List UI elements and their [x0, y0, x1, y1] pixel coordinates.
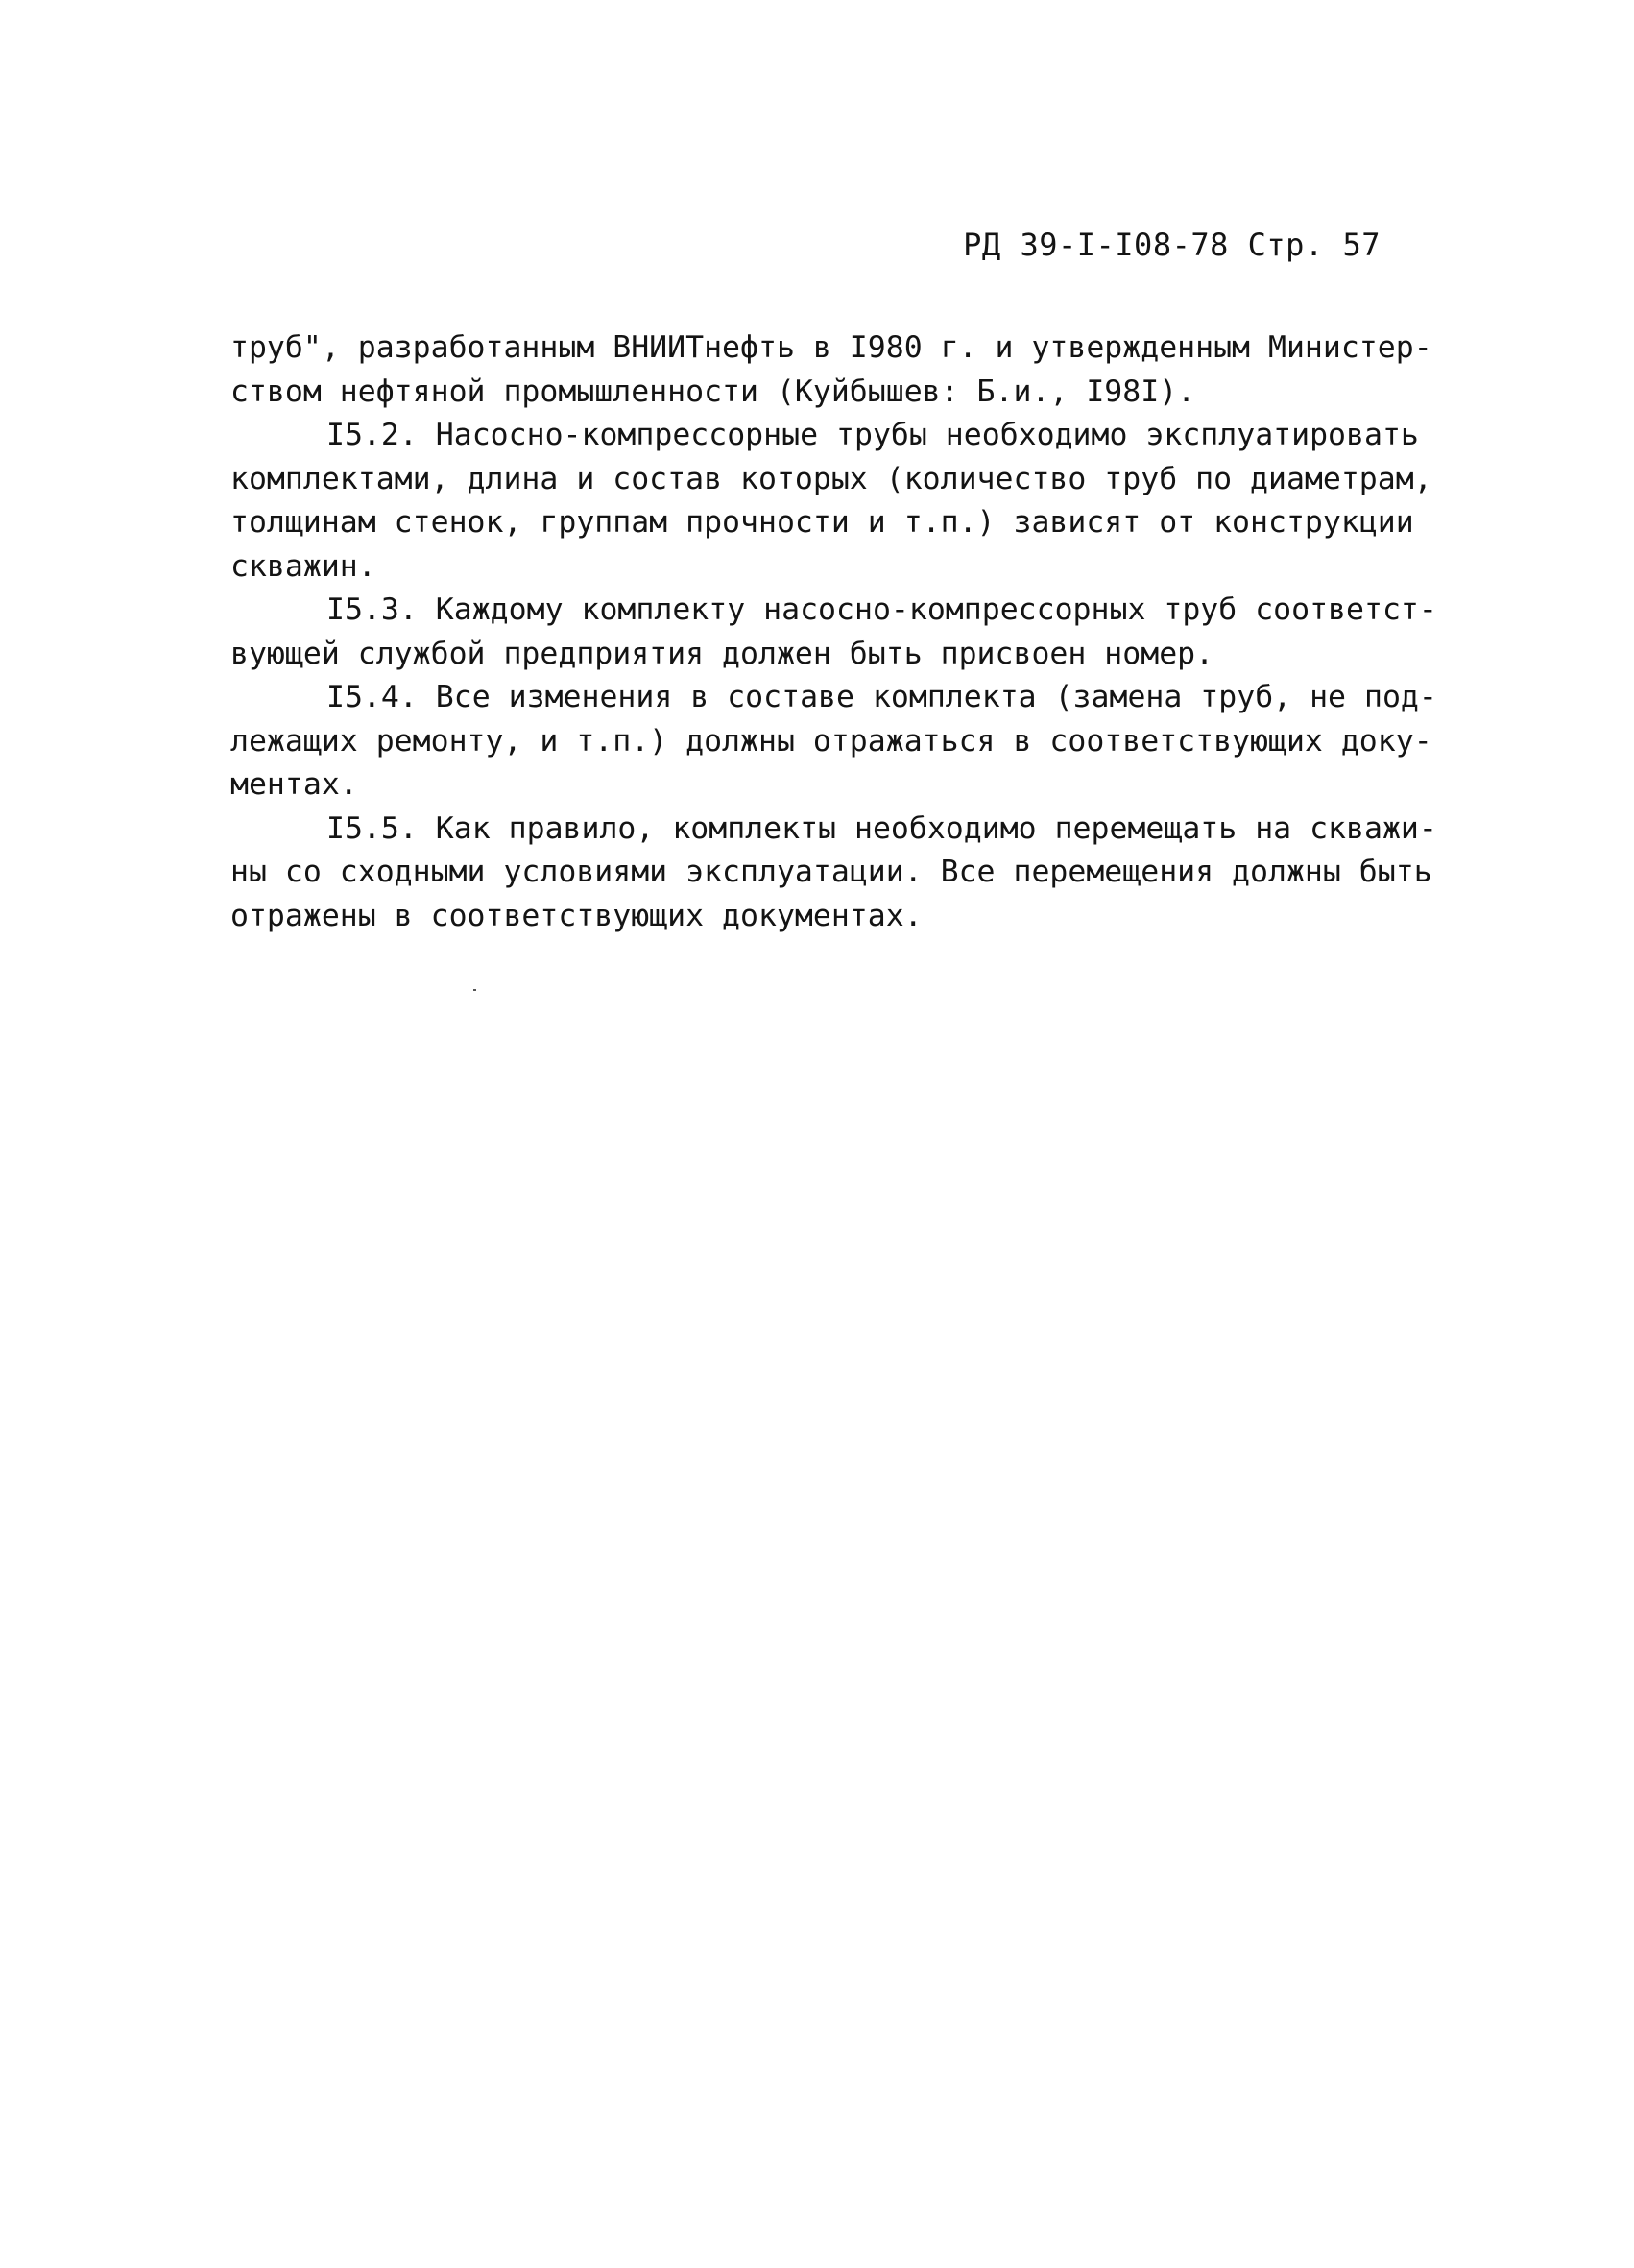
text-line: I5.2. Насосно-компрессорные трубы необходимо эксплуатировать [326, 418, 1419, 452]
text-line: ны со сходными условиями эксплуатации. Все перемещения должны быть [230, 855, 1432, 889]
paragraph-15-5 [230, 808, 1437, 939]
text-line: комплектами, длина и состав которых (количество труб по диаметрам, [230, 461, 1432, 496]
paragraph-15-3 [230, 589, 1437, 676]
page-header-doc-ref: РД 39-I-I08-78 Стр. 57 [963, 227, 1381, 263]
text-line: I5.4. Все изменения в составе комплекта (замена труб, не под- [326, 680, 1437, 714]
text-line: скважин. [230, 548, 376, 584]
text-line: труб", разработанным ВНИИТнефть в I980 г. и утвержденным Министер- [230, 330, 1432, 365]
text-line: ментах. [230, 767, 358, 802]
text-line: отражены в соответствующих документах. [230, 898, 923, 933]
text-line: I5.5. Как правило, комплекты необходимо перемещать на скважи- [326, 810, 1437, 846]
scan-speck [473, 989, 476, 991]
paragraph-continuation [230, 326, 1432, 414]
paragraph-15-4 [230, 676, 1437, 808]
text-line: ством нефтяной промышленности (Куйбышев: Б.и., I98I). [230, 374, 1196, 409]
text-line: толщинам стенок, группам прочности и т.п.) зависят от конструкции [230, 505, 1414, 540]
text-line: I5.3. Каждому комплекту насосно-компрессорных труб соответст- [326, 592, 1437, 627]
text-line: лежащих ремонту, и т.п.) должны отражаться в соответствующих доку- [230, 723, 1432, 759]
paragraph-15-2 [230, 414, 1432, 589]
document-body [230, 326, 1437, 938]
text-line: вующей службой предприятия должен быть присвоен номер. [230, 636, 1214, 671]
